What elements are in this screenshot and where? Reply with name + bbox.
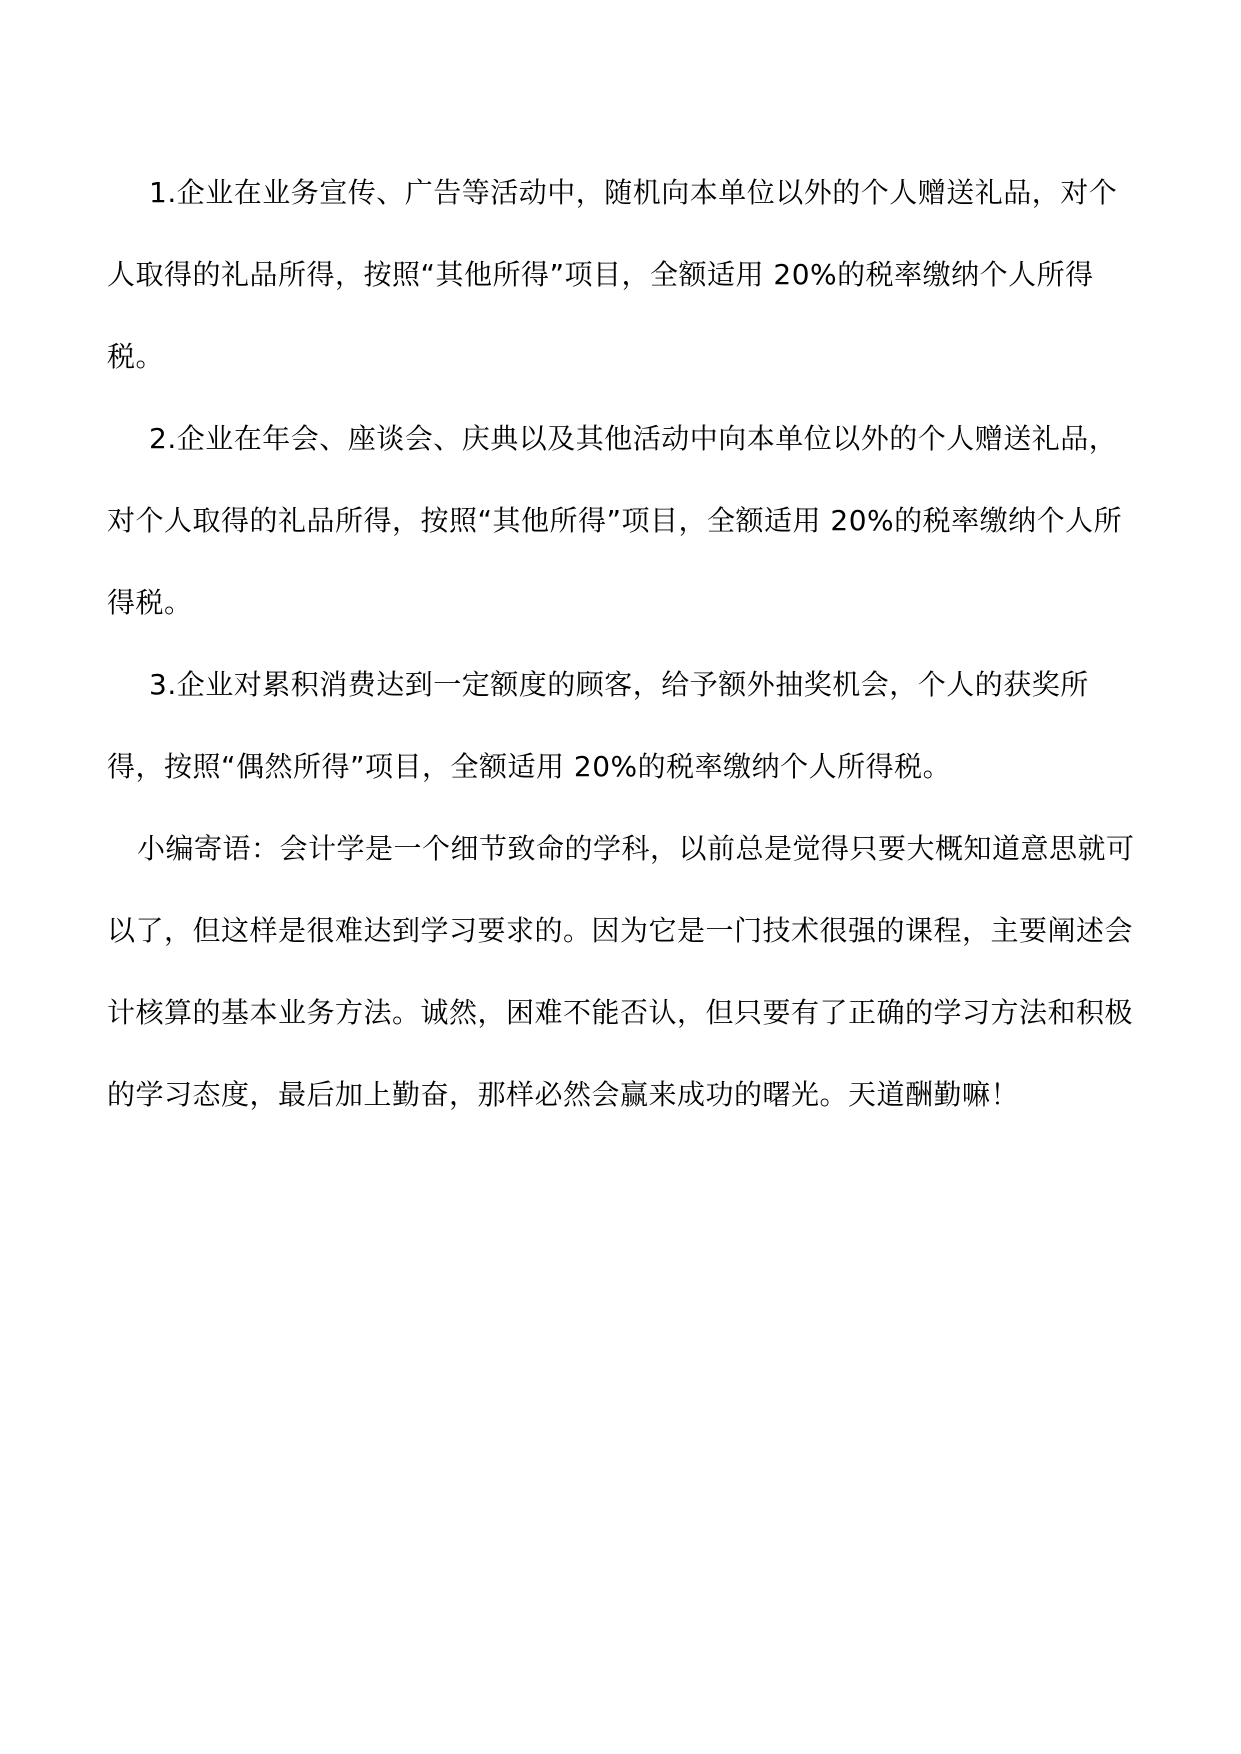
paragraph-1: 1.企业在业务宣传、广告等活动中，随机向本单位以外的个人赠送礼品，对个人取得的礼品所得，按照“其他所得”项目，全额适用 20%的税率缴纳个人所得税。 bbox=[107, 176, 1118, 373]
document-body bbox=[107, 152, 1139, 1136]
editor-note-paragraph: 小编寄语：会计学是一个细节致命的学科，以前总是觉得只要大概知道意思就可以了，但这样是很难达到学习要求的。因为它是一门技术很强的课程，主要阐述会计核算的基本业务方法。诚然，困难不能否认，但只要有了正确的学习方法和积极的学习态度，最后加上勤奋，那样必然会赢来成功的曙光。天道酬勤嘛！ bbox=[107, 832, 1135, 1111]
paragraph-3: 3.企业对累积消费达到一定额度的顾客，给予额外抽奖机会，个人的获奖所得，按照“偶然所得”项目，全额适用 20%的税率缴纳个人所得税。 bbox=[107, 668, 1089, 783]
paragraph-2: 2.企业在年会、座谈会、庆典以及其他活动中向本单位以外的个人赠送礼品，对个人取得的礼品所得，按照“其他所得”项目，全额适用 20%的税率缴纳个人所得税。 bbox=[107, 422, 1123, 619]
